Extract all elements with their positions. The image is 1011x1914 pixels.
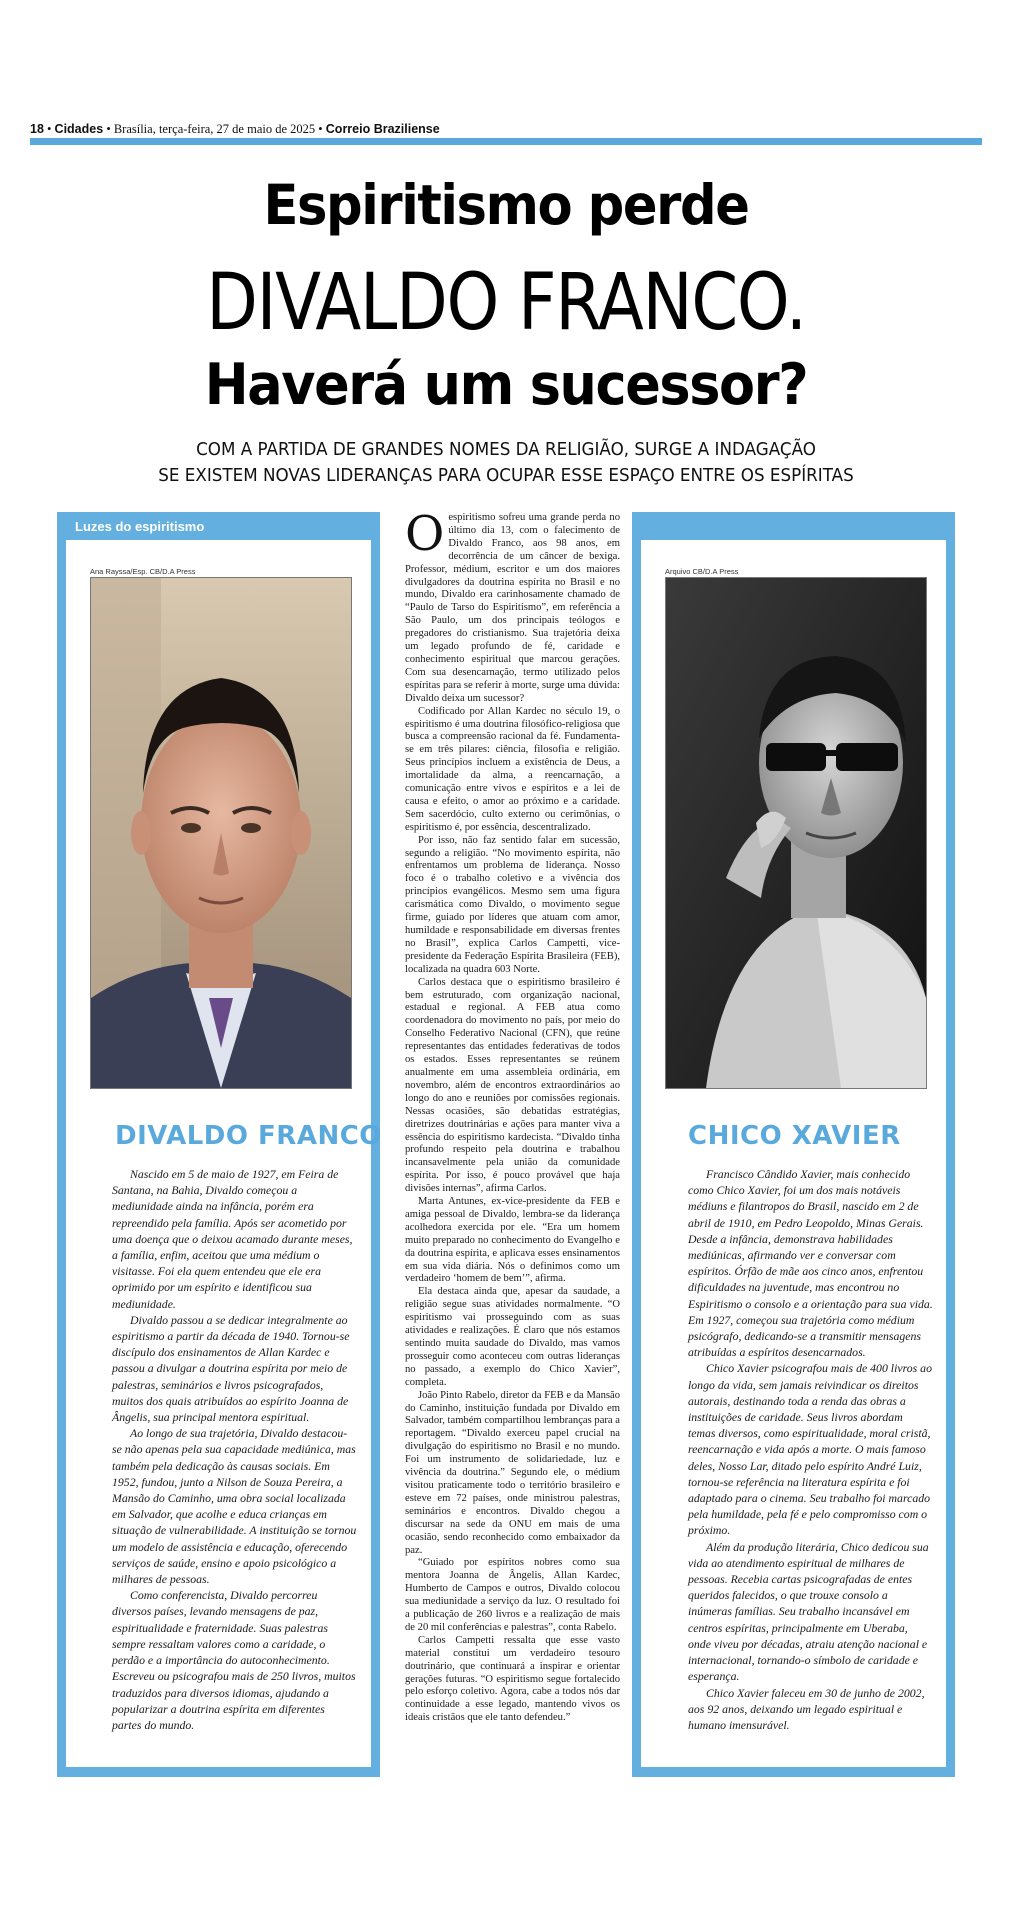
article-lead-text: espiritismo sofreu uma grande perda no último dia 13, com o falecimento de Divaldo Franco, aos 98 anos, em decorrência de um câncer de bexiga. Professor, médium, escritor e um dos maiores divulgadores da doutrina espírita no Brasil e no mundo, Divaldo era carinhosamente chamado de “Paulo de Tarso do Espiritismo”, em referência a São Paulo, um dos principais teólogos e pregadores do cristianismo. Sua trajetória deixa um legado profundo de fé, caridade e conhecimento espiritual que marcou gerações. Com sua desencarnação, termo utilizado pelos espíritas para se referir à morte, surge uma dúvida: Divaldo deixa um sucessor? [405, 512, 620, 704]
chico-xavier-photo [665, 577, 927, 1089]
main-article [405, 506, 620, 1725]
article-paragraph: Por isso, não faz sentido falar em sucessão, segundo a religião. “No movimento espírita, não enfrentamos um problema de liderança. Nosso foco é o trabalho coletivo e a vivência dos princípios evangélicos. Mesmo sem uma figura carismática como Divaldo, o movimento segue firme, guiado por líderes que atuam com amor, humildade e responsabilidade em diversas frentes no Brasil”, explica Carlos Campetti, vice-presidente da Federação Espírita Brasileira (FEB), localizada na quadra 603 Norte. [405, 834, 620, 975]
article-paragraph: João Pinto Rabelo, diretor da FEB e da Mansão do Caminho, instituição fundada por Divaldo em Salvador, também compartilhou lembranças para a reportagem. “Divaldo exerceu papel crucial na divulgação do espiritismo no Brasil e no mundo. Foi um instrumento de solidariedade, luz e vivência da doutrina.” Segundo ele, o médium visitou praticamente todo o território brasileiro e esteve em 72 países, onde ministrou palestras, seminários e encontros. Divaldo chegou a discursar na sede da ONU em mais de uma ocasião, sendo reconhecido como embaixador da paz. [405, 1389, 620, 1556]
left-bio-paragraph: Divaldo passou a se dedicar integralmente ao espiritismo a partir da década de 1940. Tornou-se discípulo dos ensinamentos de Allan Kardec e passou a divulgar a doutrina espírita por meio de palestras, seminários e livros psicografados, muitos dos quais atribuídos ao espírito Joanna de Ângelis, sua principal mentora espiritual. [112, 1312, 350, 1425]
article-paragraph [405, 506, 620, 706]
headline-line-2: DIVALDO FRANCO. [206, 258, 806, 348]
left-bio-paragraph: Nascido em 5 de maio de 1927, em Feira de Santana, na Bahia, Divaldo começou a mediunidade ainda na infância, porém era repreendido pela família. Após ser acometido por uma doença que o deixou acamado durante meses, a família, enfim, aceitou que uma médium o visitasse. Foi ela quem entendeu que ele era oprimido por um espírito e identificou sua mediunidade. [112, 1167, 353, 1311]
dateline: Brasília, terça-feira, 27 de maio de 2025 [113, 122, 316, 136]
right-bio-paragraph: Além da produção literária, Chico dedicou sua vida ao atendimento espiritual de milhares de pessoas. Recebia cartas psicografadas de entes queridos falecidos, o que trouxe consolo a inúmeras famílias. Seu trabalho incansável em centros espíritas, principalmente em Uberaba, onde viveu por décadas, atraiu atenção nacional e internacional, tornando-o símbolo de caridade e esperança. [688, 1539, 929, 1684]
headline-line-1: Espiritismo perde [263, 173, 749, 237]
headline-line-3: Haverá um sucessor? [204, 352, 808, 418]
section-name: Cidades [54, 122, 104, 136]
left-photo-credit: Ana Rayssa/Esp. CB/D.A Press [90, 567, 196, 576]
folio-line: 18 • Cidades • Brasília, terça-feira, 27 de maio de 2025 • Correio Braziliense [30, 122, 440, 136]
article-paragraph: Ela destaca ainda que, apesar da saudade, a religião segue suas atividades normalmente. “O espiritismo vai prosseguindo com as suas atividades e realizações. É claro que nós estamos sentindo muita saudade do Divaldo, mas vamos prosseguir como aconteceu com outras lideranças no passado, a exemplo do Chico Xavier”, completa. [405, 1286, 620, 1388]
right-bio-paragraph: Chico Xavier psicografou mais de 400 livros ao longo da vida, sem jamais reivindicar os direitos autorais, destinando toda a renda das obras a instituições de caridade. Seus livros abordam temas diversos, como espiritualidade, moral cristã, reencarnação e vida após a morte. O mais famoso deles, Nosso Lar, ditado pelo espírito André Luiz, tornou-se referência na literatura espírita e foi adaptado para o cinema. Seu trabalho foi marcado pela humildade, pela fé e pelo compromisso com o próximo. [688, 1361, 932, 1538]
divaldo-franco-photo [90, 577, 352, 1089]
right-bio-paragraph: Francisco Cândido Xavier, mais conhecido como Chico Xavier, foi um dos mais notáveis médiuns e filantropos do Brasil, nascido em 2 de abril de 1910, em Pedro Leopoldo, Minas Gerais. Desde a infância, demonstrava habilidades mediúnicas, afirmando ver e conversar com espíritos. Órfão de mãe aos cinco anos, enfrentou dificuldades na juventude, mas encontrou no Espiritismo o consolo e a orientação para sua vida. Em 1927, começou sua trajetória como médium psicógrafo, dedicando-se a transmitir mensagens atribuídas a espíritos desencarnados. [688, 1167, 933, 1360]
article-paragraph: Codificado por Allan Kardec no século 19, o espiritismo é uma doutrina filosófico-religiosa que busca a compreensão racional da fé. Fundamenta-se em três pilares: ciência, filosofia e religião. Seus princípios incluem a existência de Deus, a imortalidade da alma, a reencarnação, a comunicação entre vivos e espíritos e a lei de causa e efeito, o amor ao próximo e a caridade. Sem sacerdócio, culto externo ou cerimônias, o espiritismo é, por essência, descentralizado. [405, 705, 620, 833]
left-bio-paragraph: Ao longo de sua trajetória, Divaldo destacou-se não apenas pela sua capacidade mediúnica, mas também pela dedicação às causas sociais. Em 1952, fundou, junto a Nilson de Souza Pereira, a Mansão do Caminho, uma obra social localizada em Salvador, que acolhe e educa crianças em situação de vulnerabilidade. A instituição se tornou um modelo de assistência e educação, oferecendo serviços de saúde, ensino e apoio psicológico a milhares de pessoas. [112, 1426, 357, 1587]
deck [63, 437, 948, 489]
right-sidebar-name: CHICO XAVIER [688, 1121, 901, 1151]
left-sidebar-name: DIVALDO FRANCO [115, 1121, 382, 1151]
article-paragraph: Marta Antunes, ex-vice-presidente da FEB e amiga pessoal de Divaldo, lembra-se da liderança acolhedora exercida por ele. “Era um homem muito preparado no conhecimento do Evangelho e da doutrina espírita, e aplicava esses ensinamentos em sua vida diária. Nós o definimos como um verdadeiro ‘homem de bem’”, afirma. [405, 1196, 620, 1285]
deck-line-2: SE EXISTEM NOVAS LIDERANÇAS PARA OCUPAR ESSE ESPAÇO ENTRE OS ESPÍRITAS [158, 465, 854, 486]
right-bio [688, 1166, 933, 1733]
page-number: 18 [30, 122, 44, 136]
top-rule [30, 138, 982, 145]
article-paragraph: Carlos Campetti ressalta que esse vasto material constitui um verdadeiro tesouro doutrinário, que continuará a inspirar e orientar gerações futuras. “O espiritismo segue fortalecido pelo esforço coletivo. Agora, cabe a todos nós dar continuidade a esse legado, mantendo vivos os ideais cristãos que ele tanto defendeu.” [405, 1634, 620, 1724]
drop-cap: O [405, 506, 445, 562]
deck-line-1: COM A PARTIDA DE GRANDES NOMES DA RELIGIÃO, SURGE A INDAGAÇÃO [196, 439, 816, 460]
sidebar-tag: Luzes do espiritismo [75, 519, 205, 534]
article-paragraph: Carlos destaca que o espiritismo brasileiro é bem estruturado, com organização nacional, estadual e regional. A FEB atua como coordenadora do movimento no país, por meio do Conselho Federativo Nacional (CFN), que reúne representantes das entidades federativas de todos os estados. Esses representantes se reúnem anualmente em uma assembleia ordinária, em novembro, além de encontros extraordinários ao longo do ano e reuniões por comissões regionais. Nessas ocasiões, são debatidas estratégias, diretrizes doutrinárias e ações para manter viva a essência do espiritismo kardecista. “Divaldo tinha profundo respeito pela doutrina e trabalhou incansavelmente pela união da comunidade espírita. Por isso, é pouco provável que haja divisões internas”, afirma Carlos. [405, 976, 620, 1195]
left-bio [112, 1166, 357, 1733]
newspaper-name: Correio Braziliense [325, 122, 440, 136]
right-bio-paragraph: Chico Xavier faleceu em 30 de junho de 2002, aos 92 anos, deixando um legado espiritual e humano imensurável. [688, 1685, 925, 1732]
right-photo-credit: Arquivo CB/D.A Press [665, 567, 739, 576]
article-paragraph: “Guiado por espíritos nobres como sua mentora Joanna de Ângelis, Allan Kardec, Humberto de Campos e outros, Divaldo colocou sua mediunidade a serviço da luz. O resultado foi a publicação de 260 livros e a realização de mais de 20 mil conferências e palestras”, conta Rabelo. [405, 1557, 620, 1633]
left-bio-paragraph: Como conferencista, Divaldo percorreu diversos países, levando mensagens de paz, espiritualidade e fraternidade. Suas palestras sempre ressaltam valores como a caridade, o perdão e a importância do autoconhecimento. Escreveu ou psicografou mais de 250 livros, muitos traduzidos para diversos idiomas, ajudando a popularizar a doutrina espírita em diferentes partes do mundo. [112, 1588, 356, 1732]
